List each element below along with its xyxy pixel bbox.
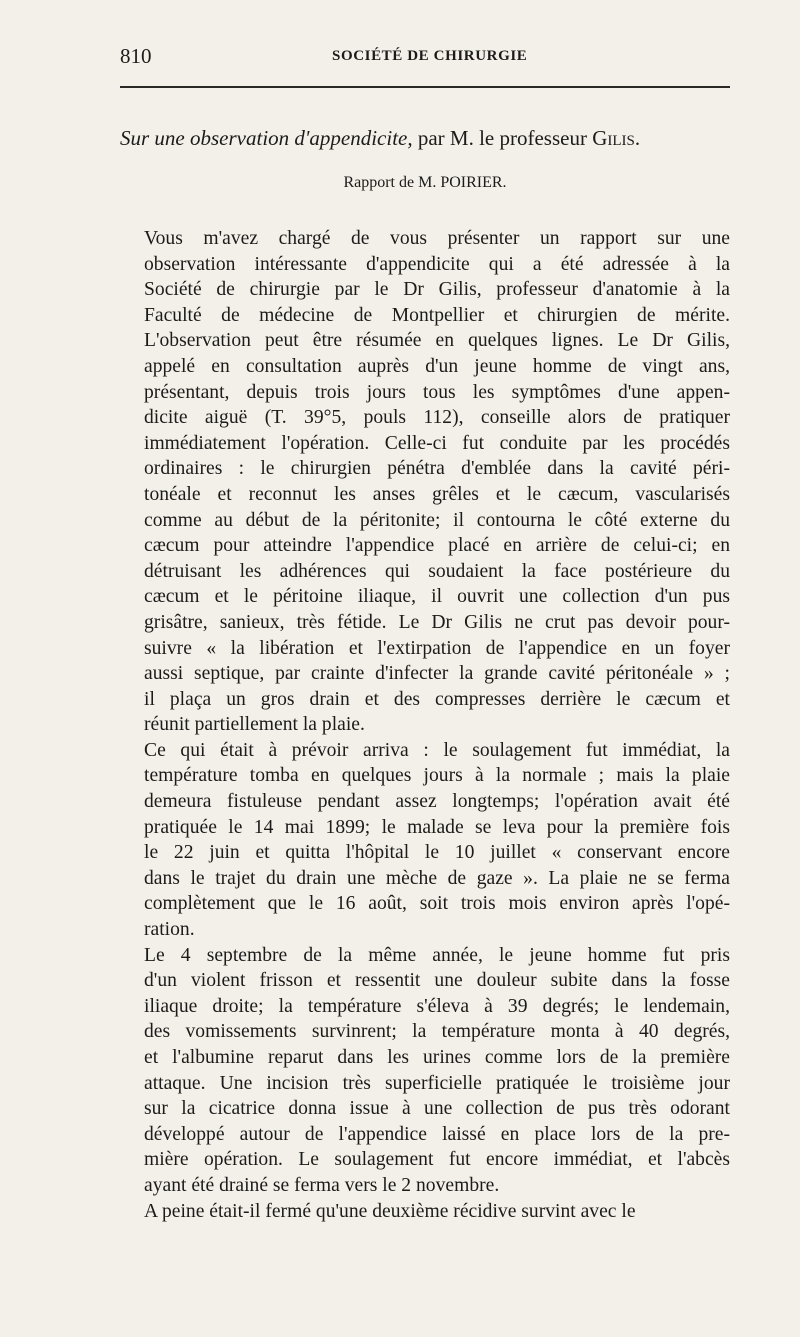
text-line: sur la cicatrice donna issue à une collection de pus très odorant xyxy=(144,1098,730,1120)
text-line: cæcum pour atteindre l'appendice placé en arrière de celui-ci; en xyxy=(144,535,730,557)
text-line: observation intéressante d'appendicite qui a été adressée à la xyxy=(144,253,730,275)
text-line: dicite aiguë (T. 39°5, pouls 112), conseille alors de pratiquer xyxy=(144,407,730,429)
page-number: 810 xyxy=(120,44,152,68)
text-line: dans le trajet du drain une mèche de gaze ». La plaie ne se ferma xyxy=(144,867,730,889)
paragraph xyxy=(120,226,730,738)
text-line: et l'albumine reparut dans les urines comme lors de la première xyxy=(144,1047,730,1068)
text-line: détruisant les adhérences qui soudaient la face postérieure du xyxy=(144,560,730,582)
text-line: présentant, depuis trois jours tous les symptômes d'une appen- xyxy=(144,381,730,403)
text-line: Vous m'avez chargé de vous présenter un rapport sur une xyxy=(144,228,730,249)
title-by: par M. le professeur xyxy=(417,126,587,150)
paragraph xyxy=(120,1199,730,1225)
text-line: Ce qui était à prévoir arriva : le soulagement fut immédiat, la xyxy=(144,739,730,761)
text-line: il plaça un gros drain et des compresses derrière le cæcum et xyxy=(144,688,730,710)
text-line: ayant été drainé se ferma vers le 2 novembre. xyxy=(144,1174,500,1196)
report-subtitle: Rapport de M. POIRIER. xyxy=(343,174,507,191)
text-line: ordinaires : le chirurgien pénétra d'emblée dans la cavité péri- xyxy=(144,458,730,480)
text-line: complètement que le 16 août, soit trois mois environ après l'opé- xyxy=(144,893,730,915)
text-line: immédiatement l'opération. Celle-ci fut conduite par les procédés xyxy=(144,432,730,454)
text-line: L'observation peut être résumée en quelques lignes. Le Dr Gilis, xyxy=(144,330,730,352)
text-line: mière opération. Le soulagement fut encore immédiat, et l'abcès xyxy=(144,1149,730,1171)
text-line: Le 4 septembre de la même année, le jeune homme fut pris xyxy=(144,944,730,966)
text-line: A peine était-il fermé qu'une deuxième récidive survint avec le xyxy=(144,1200,636,1222)
title-author: Gilis. xyxy=(592,126,641,150)
title-italic: Sur une observation d'appendicite, xyxy=(120,126,413,150)
text-line: ration. xyxy=(144,919,195,941)
paragraph xyxy=(120,943,730,1199)
text-line: d'un violent frisson et ressentit une douleur subite dans la fosse xyxy=(144,970,730,992)
text-line: Société de chirurgie par le Dr Gilis, professeur d'anatomie à la xyxy=(144,279,730,301)
text-line: des vomissements survinrent; la température monta à 40 degrés, xyxy=(144,1021,730,1043)
text-line: demeura fistuleuse pendant assez longtemps; l'opération avait été xyxy=(144,791,730,813)
text-line: Faculté de médecine de Montpellier et chirurgien de mérite. xyxy=(144,304,730,326)
text-line: attaque. Une incision très superficielle pratiquée le troisième jour xyxy=(144,1072,730,1094)
article-body xyxy=(120,226,730,1224)
header-rule xyxy=(120,86,730,88)
running-head: SOCIÉTÉ DE CHIRURGIE xyxy=(332,48,528,64)
text-line: température tomba en quelques jours à la normale ; mais la plaie xyxy=(144,765,730,787)
text-line: comme au début de la péritonite; il contourna le côté externe du xyxy=(144,509,730,531)
page-header xyxy=(120,44,730,70)
text-line: iliaque droite; la température s'éleva à 39 degrés; le lendemain, xyxy=(144,995,730,1017)
text-line: le 22 juin et quitta l'hôpital le 10 juillet « conservant encore xyxy=(144,842,730,864)
text-line: tonéale et reconnut les anses grêles et le cæcum, vascularisés xyxy=(144,483,730,505)
paragraph xyxy=(120,738,730,943)
text-line: développé autour de l'appendice laissé en place lors de la pre- xyxy=(144,1123,730,1145)
text-line: réunit partiellement la plaie. xyxy=(144,714,365,736)
text-line: appelé en consultation auprès d'un jeune homme de vingt ans, xyxy=(144,355,730,377)
article-title xyxy=(120,126,730,151)
text-line: suivre « la libération et l'extirpation de l'appendice en un foyer xyxy=(144,637,730,659)
text-line: pratiquée le 14 mai 1899; le malade se leva pour la première fois xyxy=(144,816,730,838)
text-line: grisâtre, sanieux, très fétide. Le Dr Gilis ne crut pas devoir pour- xyxy=(144,611,730,633)
text-line: aussi septique, par crainte d'infecter la grande cavité péritonéale » ; xyxy=(144,663,730,685)
text-line: cæcum et le péritoine iliaque, il ouvrit une collection d'un pus xyxy=(144,586,730,608)
